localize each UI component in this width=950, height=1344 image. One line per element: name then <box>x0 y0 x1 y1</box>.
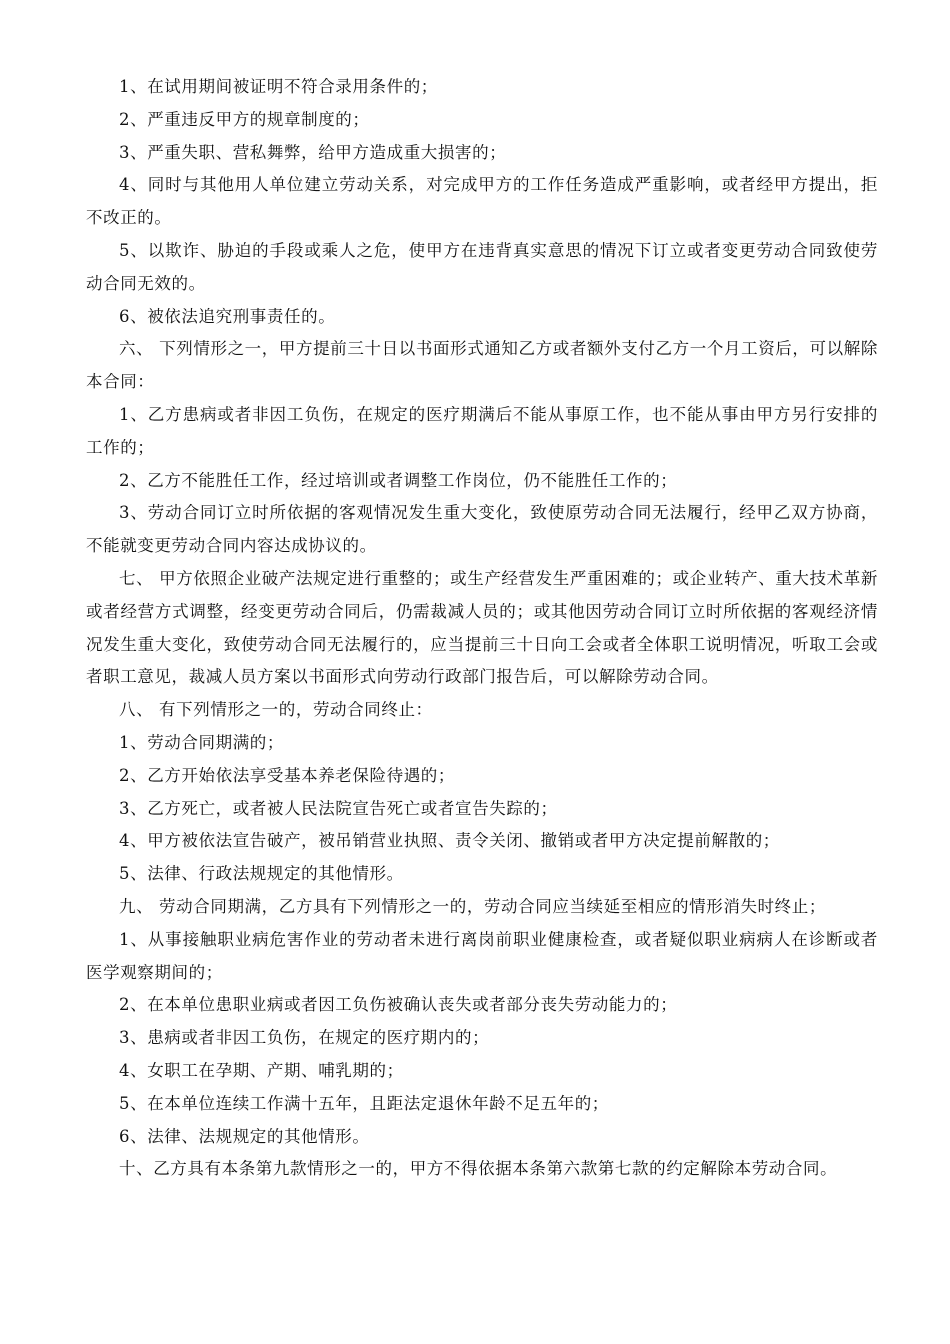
document-body <box>86 71 878 1186</box>
clause-item: 3、乙方死亡，或者被人民法院宣告死亡或者宣告失踪的； <box>119 798 558 818</box>
clause-item: 3、严重失职、营私舞弊，给甲方造成重大损害的； <box>119 142 507 162</box>
section-heading-six: 六、 下列情形之一，甲方提前三十日以书面形式通知乙方或者额外支付乙方一个月工资后，可以解除本合同： <box>86 339 878 392</box>
clause-item: 2、严重违反甲方的规章制度的； <box>119 109 370 129</box>
clause-item: 4、女职工在孕期、产期、哺乳期的； <box>119 1060 404 1080</box>
clause-item: 1、在试用期间被证明不符合录用条件的； <box>119 77 438 96</box>
clause-item: 1、乙方患病或者非因工负伤，在规定的医疗期满后不能从事原工作，也不能从事由甲方另行安排的工作的； <box>86 404 878 457</box>
clause-item: 2、乙方开始依法享受基本养老保险待遇的； <box>119 765 455 785</box>
section-heading-ten: 十、乙方具有本条第九款情形之一的，甲方不得依据本条第六款第七款的约定解除本劳动合同。 <box>119 1159 838 1179</box>
clause-item: 6、法律、法规规定的其他情形。 <box>119 1126 370 1146</box>
clause-item: 2、乙方不能胜任工作，经过培训或者调整工作岗位，仍不能胜任工作的； <box>119 470 678 490</box>
clause-item: 5、法律、行政法规规定的其他情形。 <box>119 864 404 884</box>
clause-item: 1、从事接触职业病危害作业的劳动者未进行离岗前职业健康检查，或者疑似职业病病人在诊断或者医学观察期间的； <box>86 929 878 982</box>
clause-item: 2、在本单位患职业病或者因工负伤被确认丧失或者部分丧失劳动能力的； <box>119 995 678 1015</box>
clause-item: 1、劳动合同期满的； <box>119 732 284 752</box>
clause-item: 3、患病或者非因工负伤，在规定的医疗期内的； <box>119 1028 490 1048</box>
clause-item: 5、在本单位连续工作满十五年，且距法定退休年龄不足五年的； <box>119 1093 609 1113</box>
section-heading-eight: 八、 有下列情形之一的，劳动合同终止： <box>119 700 433 720</box>
section-heading-seven: 七、 甲方依照企业破产法规定进行重整的；或生产经营发生严重困难的；或企业转产、重大技术革新或者经营方式调整，经变更劳动合同后，仍需裁减人员的；或其他因劳动合同订立时所依据的客观经济情况发生重大变化，致使劳动合同无法履行的，应当提前三十日向工会或者全体职工说明情况，听取工会或者职工意见，裁减人员方案以书面形式向劳动行政部门报告后，可以解除劳动合同。 <box>86 568 878 687</box>
clause-item: 5、以欺诈、胁迫的手段或乘人之危，使甲方在违背真实意思的情况下订立或者变更劳动合同致使劳动合同无效的。 <box>86 240 878 293</box>
clause-item: 3、劳动合同订立时所依据的客观情况发生重大变化，致使原劳动合同无法履行，经甲乙双方协商，不能就变更劳动合同内容达成协议的。 <box>86 503 878 556</box>
clause-item: 4、甲方被依法宣告破产，被吊销营业执照、责令关闭、撤销或者甲方决定提前解散的； <box>119 831 780 851</box>
section-heading-nine: 九、 劳动合同期满，乙方具有下列情形之一的，劳动合同应当续延至相应的情形消失时终止； <box>119 896 826 916</box>
clause-item: 4、同时与其他用人单位建立劳动关系，对完成甲方的工作任务造成严重影响，或者经甲方提出，拒不改正的。 <box>86 175 878 228</box>
clause-item: 6、被依法追究刑事责任的。 <box>119 306 336 326</box>
